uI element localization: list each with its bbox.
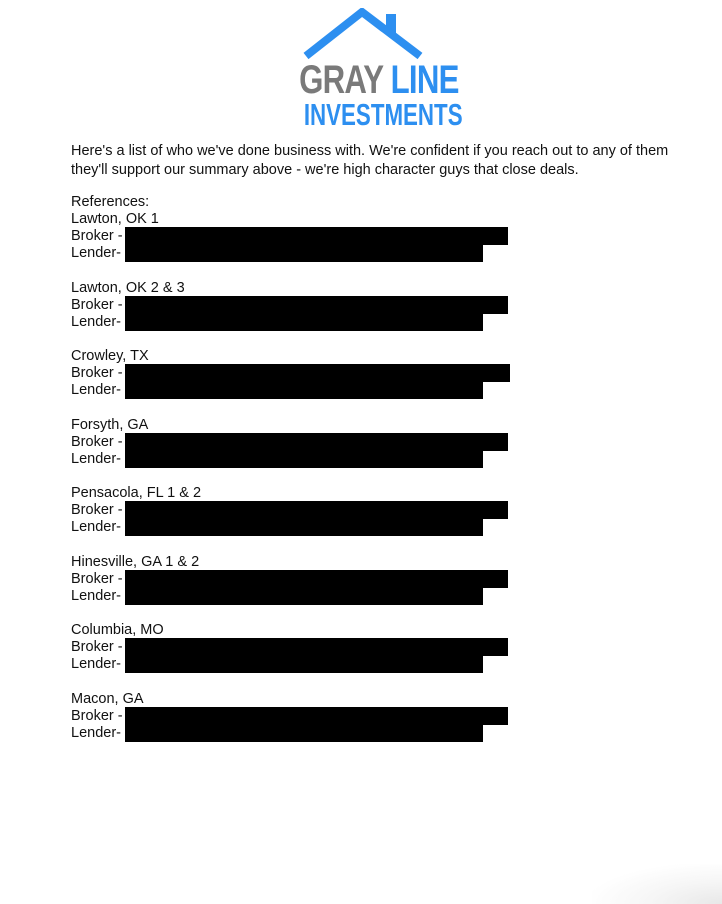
logo-word-gray: GRAY: [299, 58, 383, 102]
reference-entry: [71, 554, 531, 605]
reference-entry: [71, 348, 531, 399]
redaction-bar: [125, 296, 508, 314]
broker-line: [71, 571, 531, 588]
redaction-bar: [125, 227, 508, 245]
broker-label: Broker -: [71, 639, 123, 655]
logo-wordmark-top: [299, 58, 459, 102]
lender-line: [71, 725, 531, 742]
reference-location: Forsyth, GA: [71, 417, 149, 433]
lender-line: [71, 588, 531, 605]
reference-entry: [71, 622, 531, 673]
broker-label: Broker -: [71, 434, 123, 450]
intro-paragraph: Here's a list of who we've done business with. We're confident if you reach out to any of them they'll support our summary above - we're high character guys that close deals.: [71, 143, 669, 178]
reference-entry: [71, 211, 531, 262]
redaction-bar: [125, 655, 483, 673]
broker-label: Broker -: [71, 297, 123, 313]
reference-location: Columbia, MO: [71, 622, 164, 638]
broker-label: Broker -: [71, 502, 123, 518]
lender-line: [71, 656, 531, 673]
redaction-bar: [125, 381, 483, 399]
logo-word-investments: INVESTMENTS: [303, 97, 463, 132]
house-roof-icon: [282, 8, 442, 60]
lender-label: Lender-: [71, 314, 121, 330]
lender-label: Lender-: [71, 656, 121, 672]
reference-entry: [71, 280, 531, 331]
reference-entry: [71, 485, 531, 536]
lender-line: [71, 519, 531, 536]
broker-label: Broker -: [71, 365, 123, 381]
redaction-bar: [125, 518, 483, 536]
company-logo: [282, 8, 463, 132]
reference-location: Lawton, OK 2 & 3: [71, 280, 185, 296]
lender-label: Lender-: [71, 725, 121, 741]
broker-line: [71, 297, 531, 314]
logo-word-line: LINE: [390, 58, 459, 102]
redaction-bar: [125, 313, 483, 331]
broker-line: [71, 228, 531, 245]
redaction-bar: [125, 570, 508, 588]
redaction-bar: [125, 638, 508, 656]
redaction-bar: [125, 707, 508, 725]
reference-entry: [71, 417, 531, 468]
broker-line: [71, 502, 531, 519]
broker-label: Broker -: [71, 228, 123, 244]
page-corner-shadow: [592, 864, 722, 904]
broker-line: [71, 639, 531, 656]
redaction-bar: [125, 587, 483, 605]
redaction-bar: [125, 244, 483, 262]
references-heading: References:: [71, 194, 150, 210]
broker-line: [71, 708, 531, 725]
lender-line: [71, 451, 531, 468]
redaction-bar: [125, 433, 508, 451]
lender-label: Lender-: [71, 382, 121, 398]
lender-label: Lender-: [71, 519, 121, 535]
reference-location: Macon, GA: [71, 691, 144, 707]
redaction-bar: [125, 450, 483, 468]
lender-label: Lender-: [71, 245, 121, 261]
reference-location: Lawton, OK 1: [71, 211, 159, 227]
broker-label: Broker -: [71, 708, 123, 724]
redaction-bar: [125, 724, 483, 742]
redaction-bar: [125, 501, 508, 519]
lender-label: Lender-: [71, 451, 121, 467]
broker-line: [71, 434, 531, 451]
lender-line: [71, 245, 531, 262]
lender-label: Lender-: [71, 588, 121, 604]
lender-line: [71, 382, 531, 399]
reference-location: Hinesville, GA 1 & 2: [71, 554, 200, 570]
reference-location: Pensacola, FL 1 & 2: [71, 485, 202, 501]
reference-entry: [71, 691, 531, 742]
broker-label: Broker -: [71, 571, 123, 587]
reference-location: Crowley, TX: [71, 348, 149, 364]
redaction-bar: [125, 364, 510, 382]
lender-line: [71, 314, 531, 331]
broker-line: [71, 365, 531, 382]
